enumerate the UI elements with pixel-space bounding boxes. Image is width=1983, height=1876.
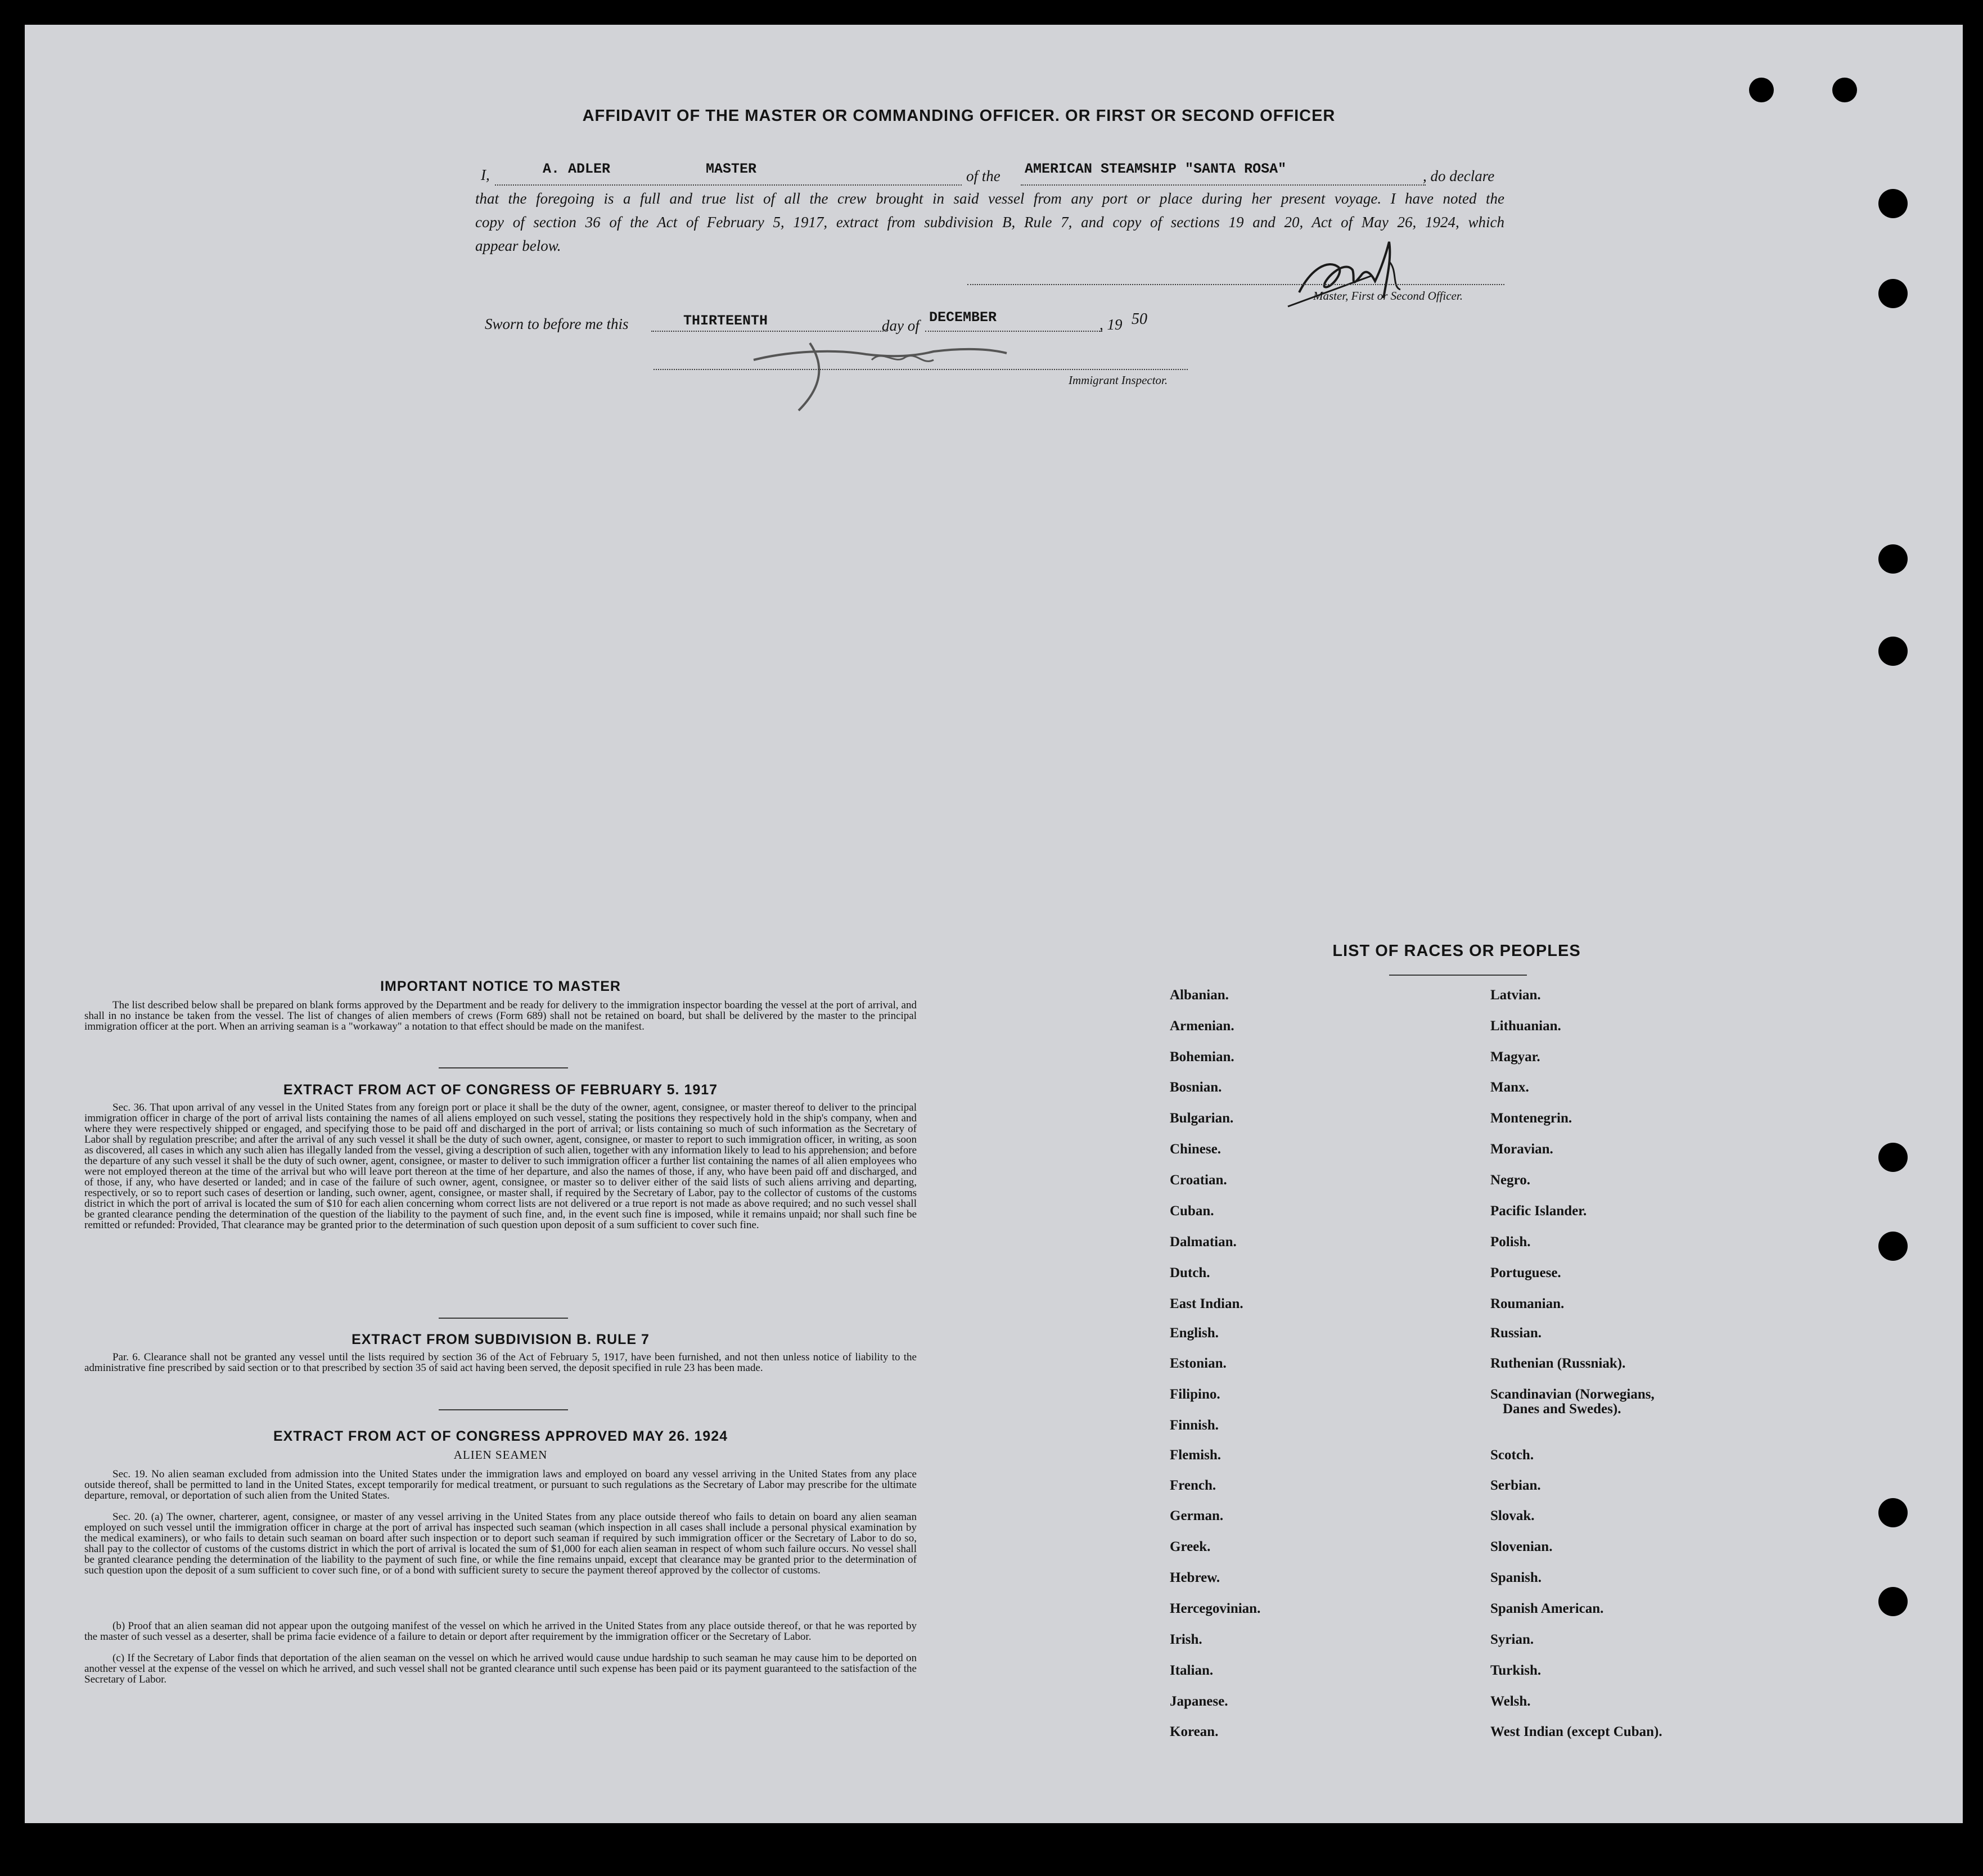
race-item: West Indian (except Cuban). <box>1490 1724 1662 1739</box>
race-item: Filipino. <box>1170 1387 1220 1402</box>
race-item: Finnish. <box>1170 1418 1219 1433</box>
race-item: Russian. <box>1490 1325 1542 1341</box>
race-item: Welsh. <box>1490 1694 1531 1709</box>
race-item: Dutch. <box>1170 1265 1210 1280</box>
sec20c-text: (c) If the Secretary of Labor finds that deportation of the alien seaman on the vessel on which he arrived would cause undue hardship to such seaman he may cause him to be deported on another vessel at the expense of the vessel on which he arrived, and such vessel shall not be granted clearance until such expense has been paid or its payment guaranteed to the satisfaction of the Secretary of Labor. <box>84 1652 917 1685</box>
race-item: Spanish. <box>1490 1570 1542 1585</box>
race-item: Lithuanian. <box>1490 1018 1561 1034</box>
punch-hole <box>1878 279 1908 308</box>
race-item: Bosnian. <box>1170 1080 1222 1095</box>
race-item: Latvian. <box>1490 987 1541 1003</box>
race-item: Manx. <box>1490 1080 1529 1095</box>
race-item: Irish. <box>1170 1632 1202 1647</box>
inspector-caption: Immigrant Inspector. <box>1069 373 1168 387</box>
race-item: Ruthenian (Russniak). <box>1490 1356 1626 1371</box>
vessel-name: AMERICAN STEAMSHIP "SANTA ROSA" <box>1025 161 1287 177</box>
race-item: Serbian. <box>1490 1478 1541 1493</box>
act1917-title: EXTRACT FROM ACT OF CONGRESS OF FEBRUARY 5. 1917 <box>283 1082 718 1098</box>
race-item: Moravian. <box>1490 1142 1553 1157</box>
inspector-signature <box>742 326 1035 416</box>
affidavit-line-3: copy of section 36 of the Act of February 5, 1917, extract from subdivision B, Rule 7, and copy of sections 19 and 20, Act of May 26, 1924, which <box>475 214 1504 231</box>
act1924-title: EXTRACT FROM ACT OF CONGRESS APPROVED MAY 26. 1924 <box>273 1428 728 1444</box>
punch-hole <box>1749 78 1774 102</box>
act1924-subtitle: ALIEN SEAMEN <box>453 1448 548 1462</box>
race-item: Albanian. <box>1170 987 1229 1003</box>
sworn-label: Sworn to before me this <box>485 315 629 332</box>
race-item: Croatian. <box>1170 1172 1227 1188</box>
race-item: Scotch. <box>1490 1447 1534 1463</box>
affidavit-line-4: appear below. <box>475 237 561 254</box>
punch-hole <box>1878 189 1908 218</box>
inspector-line <box>654 369 1188 370</box>
race-item: Montenegrin. <box>1490 1111 1572 1126</box>
races-title: LIST OF RACES OR PEOPLES <box>1332 942 1581 960</box>
race-item: East Indian. <box>1170 1296 1243 1311</box>
signer-line <box>967 284 1504 285</box>
race-item: Estonian. <box>1170 1356 1227 1371</box>
race-item: Greek. <box>1170 1539 1211 1554</box>
sworn-month: DECEMBER <box>929 309 997 326</box>
name-line <box>495 184 962 186</box>
race-item: Magyar. <box>1490 1049 1540 1065</box>
race-item: Pacific Islander. <box>1490 1203 1587 1219</box>
affidavit-line-2: that the foregoing is a full and true list of all the crew brought in said vessel from any port or place during her present voyage. I have noted the <box>475 190 1504 207</box>
race-item: Cuban. <box>1170 1203 1214 1219</box>
sec20b-text: (b) Proof that an alien seaman did not appear upon the outgoing manifest of the vessel on which he arrived in the United States from any place outside thereof, or that he was reported by the master of such vessel as a deserter, shall be prima facie evidence of a failure to detain or deport after requirement by the immigration officer or the Secretary of Labor. <box>84 1620 917 1643</box>
race-item: Spanish American. <box>1490 1601 1604 1616</box>
notice-title: IMPORTANT NOTICE TO MASTER <box>380 978 621 994</box>
day-of-label: day of <box>882 317 920 334</box>
race-item: Portuguese. <box>1490 1265 1561 1280</box>
notice-text: The list described below shall be prepared on blank forms approved by the Department and be ready for delivery to the immigration inspector boarding the vessel at the port of arrival, and shall in no instance be taken from the vessel. The list of changes of alien members of crews (Form 689) shall not be retained on board, but shall be delivered by the master to the principal immigration officer at the port. When an arriving seaman is a "workaway" a notation to that effect should be made on the manifest. <box>84 999 917 1032</box>
race-item: English. <box>1170 1325 1219 1341</box>
race-item: Japanese. <box>1170 1694 1228 1709</box>
affidavit-lead: I, <box>481 166 490 183</box>
year-suffix: 50 <box>1132 310 1147 328</box>
rule7-text: Par. 6. Clearance shall not be granted any vessel until the lists required by section 36 of the Act of February 5, 1917, have been furnished, and not then unless notice of liability to the administrative fine prescribed by said section or to that prescribed by section 35 of said act having been served, the deposit specified in rule 23 has been made. <box>84 1351 917 1374</box>
year-prefix: , 19 <box>1099 316 1123 333</box>
punch-hole <box>1878 637 1908 666</box>
race-item: Hebrew. <box>1170 1570 1220 1585</box>
race-item: Bohemian. <box>1170 1049 1234 1065</box>
race-item: Danes and Swedes). <box>1503 1401 1621 1417</box>
punch-hole <box>1832 78 1857 102</box>
race-item: Polish. <box>1490 1234 1531 1250</box>
punch-hole <box>1878 1498 1908 1527</box>
act1917-text: Sec. 36. That upon arrival of any vessel in the United States from any foreign port or place it shall be the duty of the owner, agent, consignee, or master thereof to deliver to the principal immigration officer in charge of the port of arrival lists containing the names of all aliens employed on such vessel, stating the positions they respectively hold in the ship's company, when and where they were respectively shipped or engaged, and specifying those to be paid off and discharged in the port of arrival; or lists containing so much of such information as the Secretary of Labor shall by regulation prescribe; and after the arrival of any such vessel it shall be the duty of such owner, agent, consignee, or master to report to such immigration officer, in writing, as soon as discovered, all cases in which any such alien has illegally landed from the vessel, giving a description of such alien, together with any information likely to lead to his apprehension; and before the departure of any such vessel it shall be the duty of such owner, agent, consignee, or master to deliver to such immigration officer a further list containing the names of all alien employees who were not employed thereon at the time of the arrival but who will leave port thereon at the time of her departure, and also the names of those, if any, who have been paid off and discharged, and of those, if any, who have deserted or landed; and in case of the failure of such owner, agent, consignee, or master so to deliver either of the said lists of such aliens arriving and departing, respectively, or so to report such cases of desertion or landing, such owner, agent, consignee, or master shall, if required by the Secretary of Labor, pay to the collector of customs of the customs district in which the port of arrival is located the sum of $10 for each alien concerning whom correct lists are not delivered or a true report is not made as above required; and no such vessel shall be granted clearance pending the determination of the question of the liability to the payment of such fine, and, in the event such fine is imposed, while it remains unpaid; nor shall such fine be remitted or refunded: Provided, That clearance may be granted prior to the determination of such question upon deposit of a sum sufficient to cover such fine. <box>84 1102 917 1231</box>
punch-hole <box>1878 1143 1908 1172</box>
race-item: French. <box>1170 1478 1216 1493</box>
race-item: Turkish. <box>1490 1663 1542 1678</box>
punch-hole <box>1878 1587 1908 1616</box>
vessel-line <box>1021 184 1426 186</box>
rule7-title: EXTRACT FROM SUBDIVISION B. RULE 7 <box>351 1332 650 1347</box>
declare-label: , do declare <box>1423 168 1495 184</box>
race-item: Roumanian. <box>1490 1296 1565 1311</box>
race-item: Flemish. <box>1170 1447 1221 1463</box>
race-item: Hercegovinian. <box>1170 1601 1261 1616</box>
race-item: Slovenian. <box>1490 1539 1553 1554</box>
of-the-label: of the <box>966 168 1000 184</box>
divider <box>439 1409 568 1410</box>
master-name: A. ADLER <box>543 161 611 177</box>
sworn-day: THIRTEENTH <box>683 313 768 329</box>
sec20a-text: Sec. 20. (a) The owner, charterer, agent, consignee, or master of any vessel arriving in the United States from any place outside thereof who fails to detain on board any alien seaman employed on such vessel until the immigration officer in charge at the port of arrival has inspected such seaman (which inspection in all cases shall include a personal physical examination by the medical examiners), or who fails to detain such seaman on board after such inspection or to deport such seaman if required by such immigration officer or the Secretary of Labor to do so, shall pay to the collector of customs of the customs district in which the port of arrival is located the sum of $1,000 for each alien seaman in respect of whom such failure occurs. No vessel shall be granted clearance pending the determination of the liability to the payment of such fine, or while the fine remains unpaid, except that clearance may be granted prior to the determination of such question upon the deposit of a sum sufficient to cover such fine, or of a bond with sufficient surety to secure the payment thereof approved by the collector of customs. <box>84 1511 917 1576</box>
race-item: Italian. <box>1170 1663 1214 1678</box>
race-item: Armenian. <box>1170 1018 1234 1034</box>
affidavit-title: AFFIDAVIT OF THE MASTER OR COMMANDING OFFICER. OR FIRST OR SECOND OFFICER <box>582 107 1336 125</box>
signer-caption: Master, First or Second Officer. <box>1313 289 1463 303</box>
punch-hole <box>1878 1232 1908 1261</box>
divider <box>1389 975 1527 976</box>
punch-hole <box>1878 544 1908 574</box>
sec19-text: Sec. 19. No alien seaman excluded from admission into the United States under the immigration laws and employed on board any vessel arriving in the United States from any place outside thereof, shall be permitted to land in the United States, except temporarily for medical treatment, or pursuant to such regulations as the Secretary of Labor may prescribe for the ultimate departure, removal, or deportation of such alien from the United States. <box>84 1468 917 1501</box>
divider <box>439 1067 568 1068</box>
race-item: Korean. <box>1170 1724 1219 1739</box>
race-item: Negro. <box>1490 1172 1531 1188</box>
race-item: Dalmatian. <box>1170 1234 1237 1250</box>
divider <box>439 1318 568 1319</box>
race-item: German. <box>1170 1508 1224 1523</box>
race-item: Bulgarian. <box>1170 1111 1234 1126</box>
race-item: Scandinavian (Norwegians, <box>1490 1387 1655 1402</box>
race-item: Chinese. <box>1170 1142 1221 1157</box>
race-item: Syrian. <box>1490 1632 1534 1647</box>
race-item: Slovak. <box>1490 1508 1535 1523</box>
master-rank: MASTER <box>706 161 757 177</box>
